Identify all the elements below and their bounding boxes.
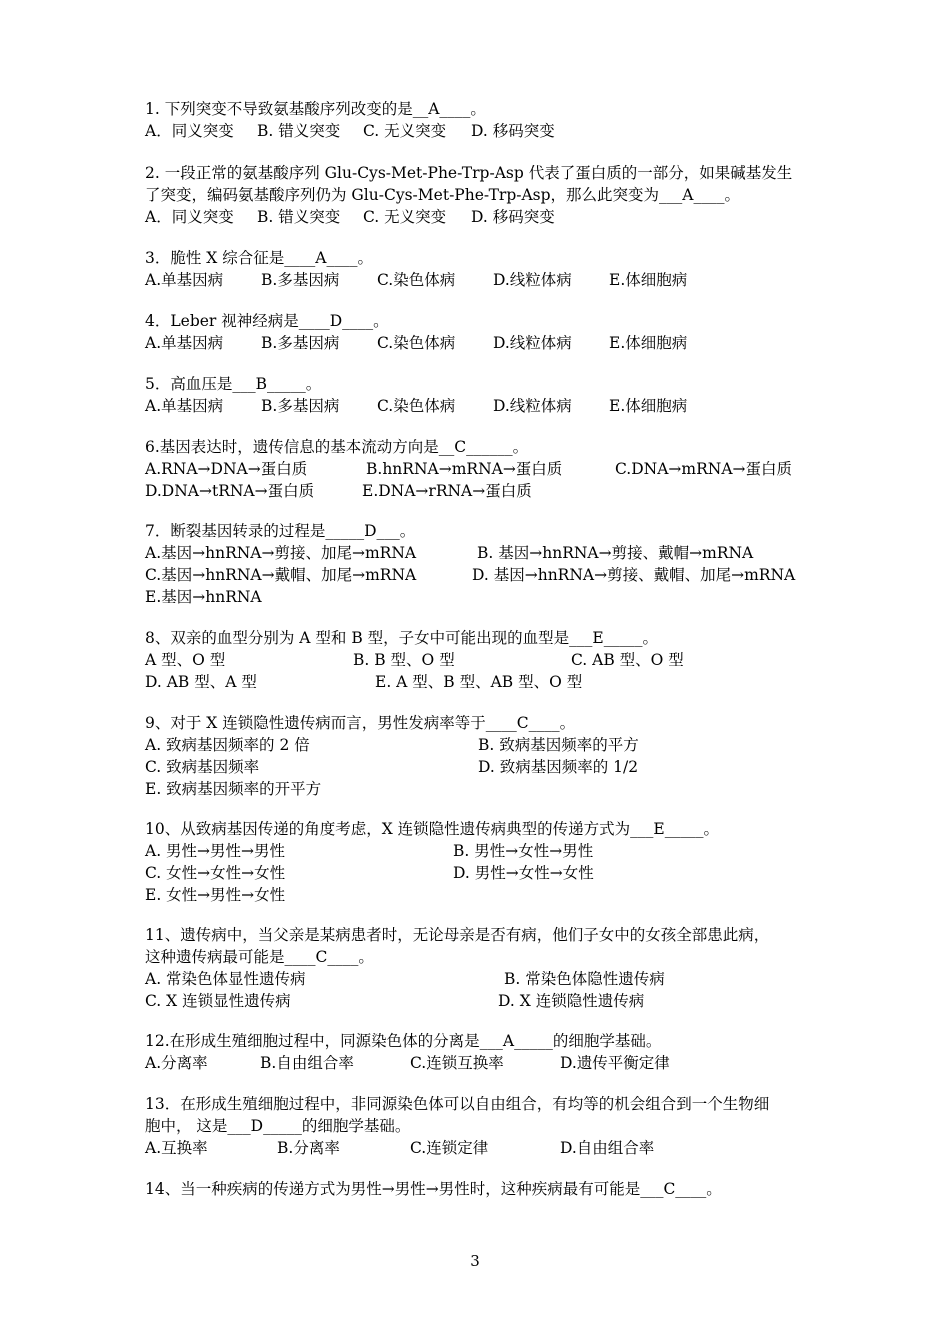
option-b: B. 致病基因频率的平方 [478, 736, 639, 754]
options-row [145, 671, 825, 693]
option-e: E. 致病基因频率的开平方 [145, 780, 322, 798]
options-row [145, 968, 825, 990]
page-number: 3 [470, 1252, 480, 1270]
options-row [145, 862, 825, 884]
option-b: B. 男性→女性→男性 [453, 842, 594, 860]
question-stem: 3．脆性 X 综合征是____A____。 [145, 249, 373, 267]
options-row [145, 480, 825, 502]
option-a: A. 致病基因频率的 2 倍 [145, 736, 310, 754]
option-c: C. AB 型、O 型 [571, 651, 684, 669]
option-e: E. A 型、B 型、AB 型、O 型 [375, 673, 583, 691]
options-row [145, 756, 825, 778]
options-row [145, 269, 825, 291]
option-c: C.连锁定律 [410, 1139, 489, 1157]
question-1 [145, 98, 825, 142]
option-d: D.遗传平衡定律 [560, 1054, 670, 1072]
option-b: B. B 型、O 型 [353, 651, 455, 669]
question-2 [145, 162, 825, 228]
option-d: D. 移码突变 [471, 122, 555, 140]
question-stem-cont: 这种遗传病最可能是____C____。 [145, 948, 374, 966]
option-d: D. 基因→hnRNA→剪接、戴帽、加尾→mRNA [472, 566, 796, 584]
option-e: E.基因→hnRNA [145, 588, 262, 606]
question-8 [145, 627, 825, 693]
option-c: C. 无义突变 [363, 208, 447, 226]
options-row [145, 1052, 825, 1074]
option-d: D. 移码突变 [471, 208, 555, 226]
option-d: D.自由组合率 [560, 1139, 655, 1157]
question-11 [145, 924, 825, 1012]
question-stem: 4．Leber 视神经病是____D____。 [145, 312, 389, 330]
option-e: E.体细胞病 [609, 271, 688, 289]
option-b: B.多基因病 [261, 334, 340, 352]
option-c: C.染色体病 [377, 334, 456, 352]
options-row [145, 586, 825, 608]
option-a: A.单基因病 [145, 334, 224, 352]
options-row [145, 395, 825, 417]
option-b: B.hnRNA→mRNA→蛋白质 [366, 460, 563, 478]
question-3 [145, 247, 825, 291]
option-b: B. 常染色体隐性遗传病 [504, 970, 665, 988]
options-row [145, 206, 825, 228]
option-a: A. 常染色体显性遗传病 [145, 970, 306, 988]
option-b: B.多基因病 [261, 397, 340, 415]
options-row [145, 840, 825, 862]
option-b: B. 错义突变 [257, 208, 341, 226]
question-stem: 10、从致病基因传递的角度考虑，X 连锁隐性遗传病典型的传递方式为___E_____。 [145, 820, 720, 838]
option-b: B. 错义突变 [257, 122, 341, 140]
options-row [145, 564, 825, 586]
question-stem: 12.在形成生殖细胞过程中，同源染色体的分离是___A_____的细胞学基础。 [145, 1032, 662, 1050]
option-e: E.DNA→rRNA→蛋白质 [362, 482, 532, 500]
option-d: D. 致病基因频率的 1/2 [478, 758, 639, 776]
options-row [145, 120, 825, 142]
option-d: D. X 连锁隐性遗传病 [498, 992, 645, 1010]
options-row [145, 332, 825, 354]
question-13 [145, 1093, 825, 1159]
option-a: A. 男性→男性→男性 [145, 842, 286, 860]
option-a: A．同义突变 [145, 208, 234, 226]
question-stem: 6.基因表达时，遗传信息的基本流动方向是__C______。 [145, 438, 529, 456]
option-e: E. 女性→男性→女性 [145, 886, 286, 904]
option-e: E.体细胞病 [609, 397, 688, 415]
question-stem: 14、当一种疾病的传递方式为男性→男性→男性时，这种疾病最有可能是___C____。 [145, 1180, 722, 1198]
option-a: A.互换率 [145, 1139, 208, 1157]
question-9 [145, 712, 825, 800]
options-row [145, 884, 825, 906]
option-d: D.DNA→tRNA→蛋白质 [145, 482, 315, 500]
option-b: B.分离率 [277, 1139, 340, 1157]
question-5 [145, 373, 825, 417]
option-c: C. 致病基因频率 [145, 758, 260, 776]
option-a: A.单基因病 [145, 397, 224, 415]
option-a: A.RNA→DNA→蛋白质 [145, 460, 308, 478]
option-c: C.DNA→mRNA→蛋白质 [615, 460, 793, 478]
option-b: B.自由组合率 [260, 1054, 354, 1072]
question-stem: 7．断裂基因转录的过程是_____D___。 [145, 522, 416, 540]
option-d: D. 男性→女性→女性 [453, 864, 594, 882]
question-6 [145, 436, 825, 502]
question-14 [145, 1178, 825, 1200]
options-row [145, 778, 825, 800]
question-7 [145, 520, 825, 608]
option-d: D.线粒体病 [493, 334, 572, 352]
question-stem: 13．在形成生殖细胞过程中，非同源染色体可以自由组合，有均等的机会组合到一个生物细 [145, 1095, 770, 1113]
option-d: D.线粒体病 [493, 397, 572, 415]
option-a: A 型、O 型 [145, 651, 226, 669]
options-row [145, 649, 825, 671]
options-row [145, 542, 825, 564]
options-row [145, 990, 825, 1012]
option-a: A.分离率 [145, 1054, 208, 1072]
question-stem: 2. 一段正常的氨基酸序列 Glu-Cys-Met-Phe-Trp-Asp 代表了蛋白质的一部分，如果碱基发生 [145, 164, 793, 182]
options-row [145, 458, 825, 480]
option-d: D.线粒体病 [493, 271, 572, 289]
options-row [145, 734, 825, 756]
question-stem: 8、双亲的血型分别为 A 型和 B 型，子女中可能出现的血型是___E_____。 [145, 629, 658, 647]
question-stem: 11、遗传病中，当父亲是某病患者时，无论母亲是否有病，他们子女中的女孩全部患此病， [145, 926, 770, 944]
question-stem-cont: 了突变，编码氨基酸序列仍为 Glu-Cys-Met-Phe-Trp-Asp，那么此突变为___A____。 [145, 186, 740, 204]
question-4 [145, 310, 825, 354]
option-c: C. 女性→女性→女性 [145, 864, 286, 882]
option-a: A.单基因病 [145, 271, 224, 289]
question-stem: 1. 下列突变不导致氨基酸序列改变的是__A____。 [145, 100, 486, 118]
option-c: C.染色体病 [377, 397, 456, 415]
question-stem-cont: 胞中， 这是___D_____的细胞学基础。 [145, 1117, 411, 1135]
options-row [145, 1137, 825, 1159]
question-stem: 5．高血压是___B_____。 [145, 375, 322, 393]
option-e: E.体细胞病 [609, 334, 688, 352]
option-a: A．同义突变 [145, 122, 234, 140]
option-a: A.基因→hnRNA→剪接、加尾→mRNA [145, 544, 417, 562]
option-c: C. 无义突变 [363, 122, 447, 140]
option-c: C.基因→hnRNA→戴帽、加尾→mRNA [145, 566, 417, 584]
option-b: B. 基因→hnRNA→剪接、戴帽→mRNA [477, 544, 754, 562]
question-12 [145, 1030, 825, 1074]
option-c: C. X 连锁显性遗传病 [145, 992, 291, 1010]
question-10 [145, 818, 825, 906]
option-d: D. AB 型、A 型 [145, 673, 257, 691]
option-c: C.连锁互换率 [410, 1054, 504, 1072]
option-b: B.多基因病 [261, 271, 340, 289]
question-stem: 9、对于 X 连锁隐性遗传病而言，男性发病率等于____C____。 [145, 714, 576, 732]
option-c: C.染色体病 [377, 271, 456, 289]
